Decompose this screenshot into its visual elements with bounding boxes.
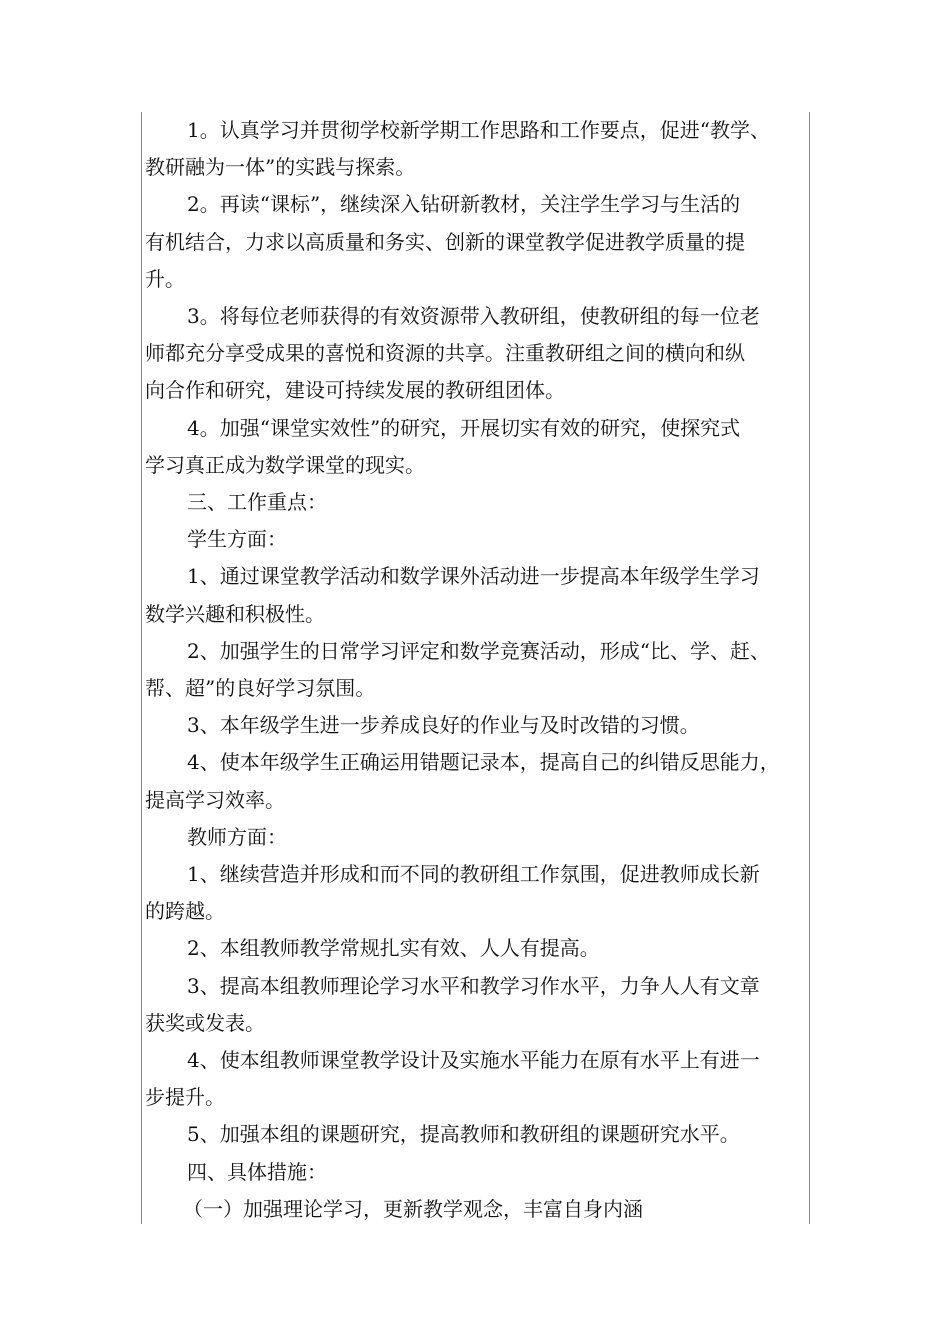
paragraph-line: 3、本年级学生进一步养成良好的作业与及时改错的习惯。: [187, 713, 700, 738]
paragraph-line: 5、加强本组的课题研究，提高教师和教研组的课题研究水平。: [187, 1122, 740, 1147]
paragraph-line: 2。再读“课标”，继续深入钻研新教材，关注学生学习与生活的: [187, 192, 741, 217]
paragraph-line: 有机结合，力求以高质量和务实、创新的课堂教学促进教学质量的提: [145, 229, 745, 254]
paragraph-line: 教研融为一体”的实践与探索。: [145, 155, 416, 180]
paragraph-line: 学习真正成为数学课堂的现实。: [145, 452, 425, 477]
paragraph-line: 提高学习效率。: [145, 787, 285, 812]
section-heading: 四、具体措施：: [187, 1159, 327, 1184]
paragraph-line: 1、继续营造并形成和而不同的教研组工作氛围，促进教师成长新: [187, 862, 760, 887]
section-heading: 三、工作重点：: [187, 490, 327, 515]
paragraph-line: 2、本组教师教学常规扎实有效、人人有提高。: [187, 936, 600, 961]
paragraph-line: 升。: [145, 266, 185, 291]
paragraph-line: 数学兴趣和积极性。: [145, 601, 325, 626]
paragraph-line: 4、使本年级学生正确运用错题记录本，提高自己的纠错反思能力，: [187, 750, 780, 775]
paragraph-line: 3、提高本组教师理论学习水平和教学习作水平，力争人人有文章: [187, 973, 760, 998]
paragraph-line: 获奖或发表。: [145, 1010, 265, 1035]
table-border-left: [141, 112, 142, 1224]
paragraph-line: 1。认真学习并贯彻学校新学期工作思路和工作要点，促进“教学、: [187, 118, 770, 142]
paragraph-line: 帮、超”的良好学习氛围。: [145, 676, 376, 701]
paragraph-line: 3。将每位老师获得的有效资源带入教研组，使教研组的每一位老: [187, 304, 760, 329]
paragraph-line: 向合作和研究，建设可持续发展的教研组团体。: [145, 378, 565, 403]
subsection-heading: 学生方面：: [187, 527, 287, 552]
paragraph-line: 2、加强学生的日常学习评定和数学竞赛活动，形成“比、学、赶、: [187, 638, 770, 663]
paragraph-line: 4。加强“课堂实效性”的研究，开展切实有效的研究，使探究式: [187, 415, 741, 440]
subsection-heading: 教师方面：: [187, 824, 287, 849]
paragraph-line: 的跨越。: [145, 899, 225, 924]
paragraph-line: 步提升。: [145, 1085, 225, 1110]
paragraph-line: 4、使本组教师课堂教学设计及实施水平能力在原有水平上有进一: [187, 1048, 760, 1073]
subsection-heading: （一）加强理论学习，更新教学观念，丰富自身内涵: [183, 1196, 643, 1221]
paragraph-line: 1、通过课堂教学活动和数学课外活动进一步提高本年级学生学习: [187, 564, 760, 589]
paragraph-line: 师都充分享受成果的喜悦和资源的共享。注重教研组之间的横向和纵: [145, 341, 745, 366]
document-body: [145, 112, 811, 1228]
